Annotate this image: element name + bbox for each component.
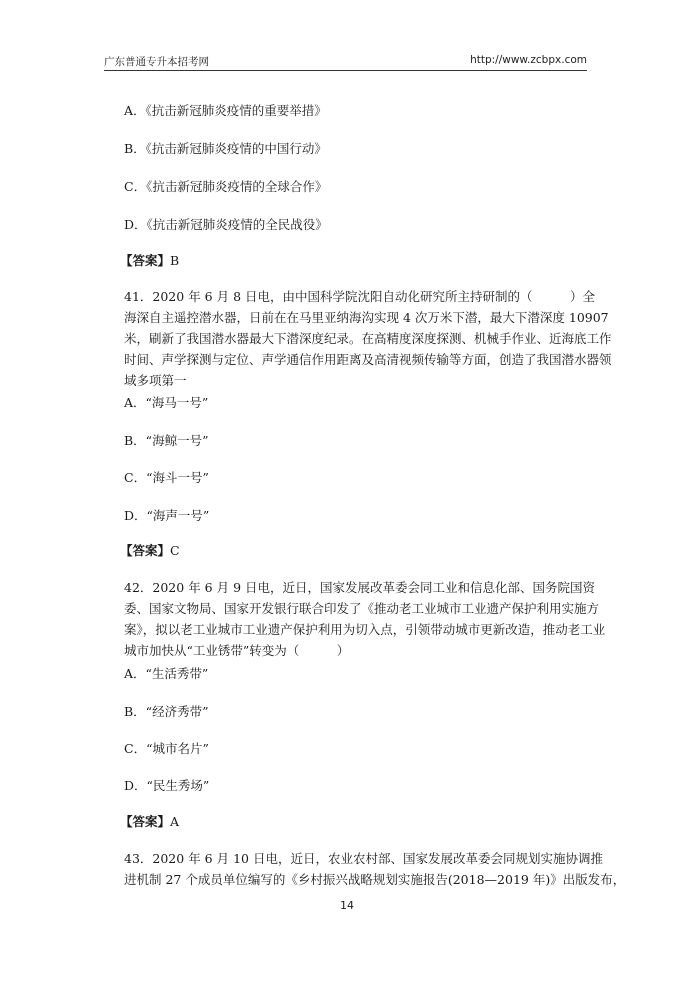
q42-line: 42．2020 年 6 月 9 日电，近日，国家发展改革委会同工业和信息化部、国务院国资 [124,580,595,595]
site-url: http://www.zcbpx.com [470,54,587,66]
q42-option-c: C．“城市名片” [124,741,209,756]
answer-value: B [170,253,180,268]
q40-answer [120,253,179,269]
answer-value: A [170,814,180,829]
answer-value: C [170,543,180,558]
q41-line: 米，刷新了我国潜水器最大下潜深度纪录。在高精度深度探测、机械手作业、近海底工作 [124,331,612,346]
q42-line: 案》，拟以老工业城市工业遗产保护利用为切入点，引领带动城市更新改造，推动老工业 [124,622,606,637]
q41-option-b: B．“海鲸一号” [124,433,209,448]
q41-answer [120,543,180,559]
q42-option-a: A．“生活秀带” [124,666,209,681]
q41-stem [124,286,612,391]
q41-option-c: C．“海斗一号” [124,470,209,485]
q41-line: 41．2020 年 6 月 8 日电，由中国科学院沈阳自动化研究所主持研制的（ ）全 [124,289,595,304]
q43-line: 进机制 27 个成员单位编写的《乡村振兴战略规划实施报告(2018—2019 年)》出版发布， [124,872,626,887]
q40-option-d: D．《抗击新冠肺炎疫情的全民战役》 [124,217,328,232]
answer-tag: 【答案】 [120,814,171,829]
q41-line: 域多项第一 [124,373,187,388]
q42-option-d: D．“民生秀场” [124,778,210,793]
answer-tag: 【答案】 [120,543,171,558]
q43-stem [124,848,626,890]
q40-option-a: A．《抗击新冠肺炎疫情的重要举措》 [124,103,327,118]
q41-line: 海深自主遥控潜水器，日前在在马里亚纳海沟实现 4 次万米下潜，最大下潜深度 10907 [124,310,609,325]
q42-option-b: B．“经济秀带” [124,704,209,719]
page-number: 14 [340,899,354,912]
site-name: 广东普通专升本招考网 [104,56,209,68]
q42-line: 城市加快从“工业锈带”转变为（ ） [124,643,350,658]
q41-option-d: D．“海声一号” [124,508,210,523]
q42-answer [120,814,179,830]
q42-stem [124,577,606,661]
q41-line: 时间、声学探测与定位、声学通信作用距离及高清视频传输等方面，创造了我国潜水器领 [124,352,612,367]
q43-line: 43．2020 年 6 月 10 日电，近日，农业农村部、国家发展改革委会同规划实施协调推 [124,851,603,866]
q40-option-b: B．《抗击新冠肺炎疫情的中国行动》 [124,141,327,156]
q42-line: 委、国家文物局、国家开发银行联合印发了《推动老工业城市工业遗产保护利用实施方 [124,601,600,616]
q41-option-a: A．“海马一号” [124,395,209,410]
page-header [104,52,587,71]
answer-tag: 【答案】 [120,253,171,268]
q40-option-c: C．《抗击新冠肺炎疫情的全球合作》 [124,179,328,194]
